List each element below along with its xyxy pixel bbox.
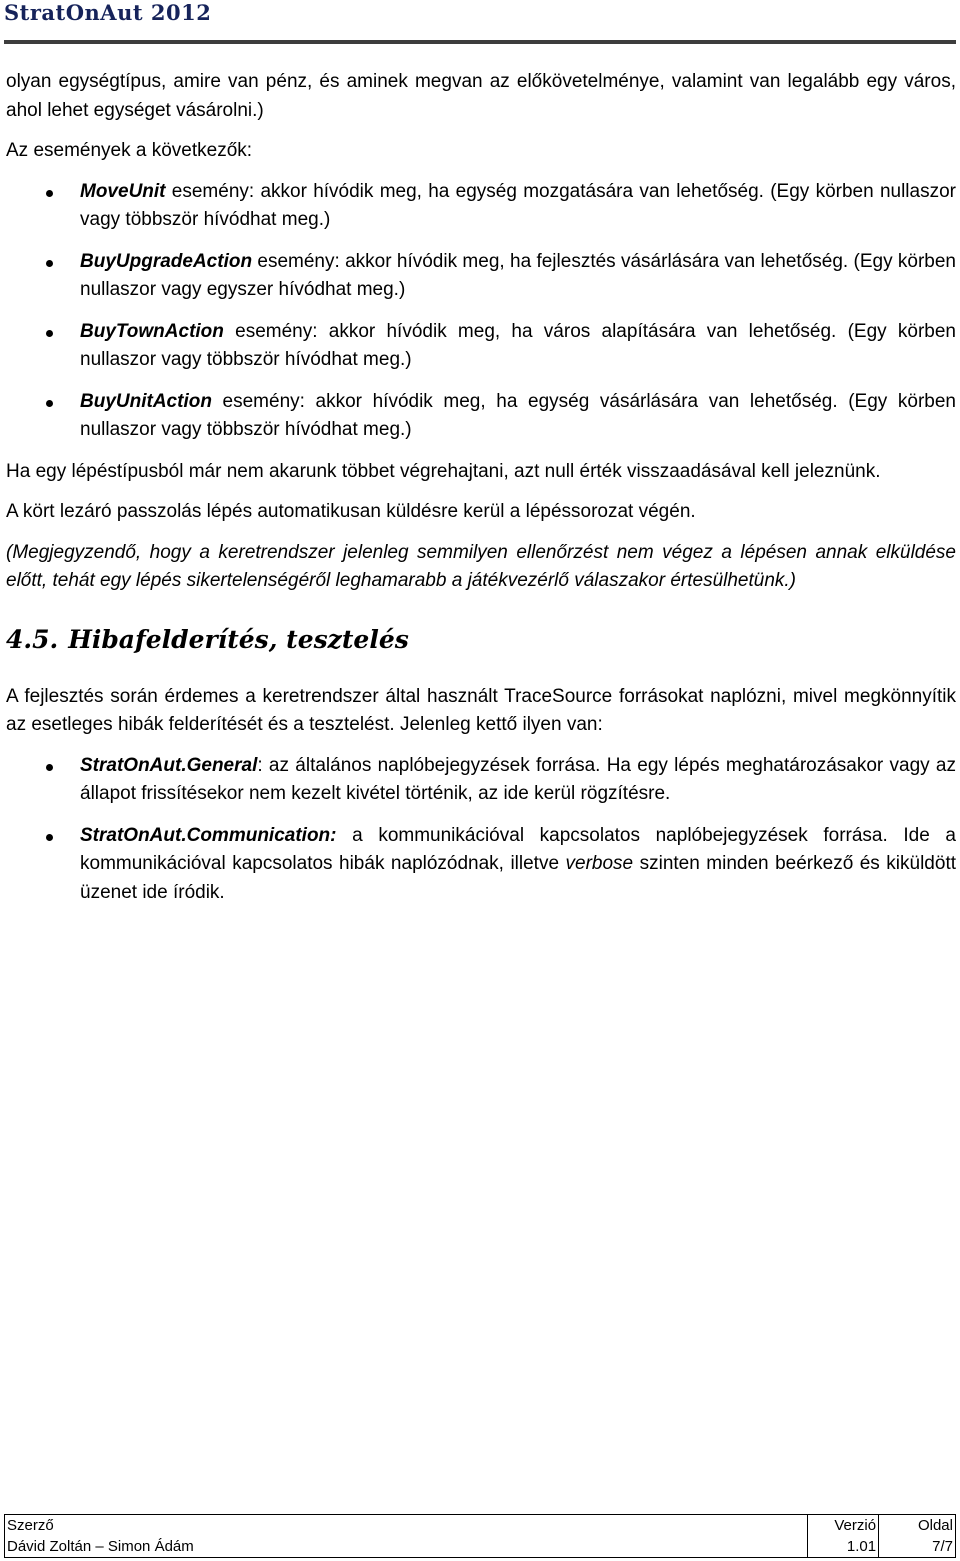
list-item <box>6 388 956 445</box>
footer-page-number: 7/7 <box>932 1538 953 1555</box>
section-title: Hibafelderítés, tesztelés <box>68 624 409 654</box>
event-name: MoveUnit <box>80 180 166 202</box>
footer-page-label: Oldal <box>917 1517 953 1534</box>
source-description: a kommunikációval kapcsolatos naplóbejegyzések forrása. Ide a kommunikációval kapcsolatos hibák naplózódnak, illetve <box>80 824 956 874</box>
bullet-icon <box>46 834 53 841</box>
events-intro-paragraph: Az események a következők: <box>6 140 253 161</box>
footer-author-cell <box>5 1515 808 1558</box>
source-separator: : <box>257 754 263 776</box>
event-name: BuyUnitAction <box>80 390 212 412</box>
page-content <box>6 68 956 920</box>
footer-table <box>4 1514 956 1558</box>
bullet-icon <box>46 400 53 407</box>
section-number: 4.5. <box>6 624 59 654</box>
remark-paragraph: (Megjegyzendő, hogy a keretrendszer jelenleg semmilyen ellenőrzést nem végez a lépésen annak elküldése előtt, tehát egy lépés sikertelenségéről leghamarabb a játékvezérlő válaszakor értesülhetünk.) <box>6 541 956 591</box>
event-description: esemény: akkor hívódik meg, ha fejlesztés vásárlására van lehetőség. (Egy körben nullaszor vagy egyszer hívódhat meg.) <box>80 250 956 300</box>
tracesource-intro-paragraph: A fejlesztés során érdemes a keretrendszer által használt TraceSource forrásokat naplózni, mivel megkönnyítik az esetleges hibák felderítését és a tesztelést. Jelenleg kettő ilyen van: <box>6 685 956 735</box>
list-item <box>6 752 956 809</box>
verbose-term: verbose <box>565 853 634 874</box>
event-name: BuyTownAction <box>80 320 224 342</box>
event-description: esemény: akkor hívódik meg, ha egység vásárlására van lehetőség. (Egy körben nullaszor vagy többször hívódhat meg.) <box>80 390 956 440</box>
section-heading <box>6 624 956 656</box>
footer-version-cell <box>808 1515 879 1558</box>
event-name: BuyUpgradeAction <box>80 250 253 272</box>
tracesource-list <box>6 752 956 908</box>
events-list <box>6 178 956 445</box>
bullet-icon <box>46 330 53 337</box>
list-item <box>6 822 956 908</box>
footer-author-label: Szerző <box>7 1517 54 1534</box>
event-description: esemény: akkor hívódik meg, ha város alapítására van lehetőség. (Egy körben nullaszor vagy többször hívódhat meg.) <box>80 320 956 370</box>
list-item <box>6 248 956 305</box>
footer-version-label: Verzió <box>834 1517 877 1534</box>
footer-version: 1.01 <box>846 1538 877 1555</box>
pass-note-paragraph: A kört lezáró passzolás lépés automatikusan küldésre kerül a lépéssorozat végén. <box>6 501 696 522</box>
bullet-icon <box>46 764 53 771</box>
list-item <box>6 178 956 235</box>
footer-authors: Dávid Zoltán – Simon Ádám <box>7 1538 194 1555</box>
document-header-title: StratOnAut 2012 <box>4 0 212 25</box>
event-description: esemény: akkor hívódik meg, ha egység mozgatására van lehetőség. (Egy körben nullaszor vagy többször hívódhat meg.) <box>80 180 956 230</box>
bullet-icon <box>46 260 53 267</box>
footer-page-cell <box>879 1515 956 1558</box>
intro-continuation-paragraph: olyan egységtípus, amire van pénz, és aminek megvan az előkövetelménye, valamint van legalább egy város, ahol lehet egységet vásárolni.) <box>6 71 956 121</box>
source-name: StratOnAut.General <box>80 754 258 776</box>
null-note-paragraph: Ha egy lépéstípusból már nem akarunk többet végrehajtani, azt null érték visszaadásával kell jeleznünk. <box>6 460 881 482</box>
source-name: StratOnAut.Communication: <box>80 824 337 846</box>
list-item <box>6 318 956 375</box>
bullet-icon <box>46 190 53 197</box>
source-description-end: szinten minden beérkező és kiküldött üzenet ide íródik. <box>80 853 956 903</box>
source-description: az általános naplóbejegyzések forrása. Ha egy lépés meghatározásakor vagy az állapot frissítésekor nem kezelt kivétel történik, az ide kerül rögzítésre. <box>80 754 956 804</box>
header-divider <box>4 40 956 44</box>
